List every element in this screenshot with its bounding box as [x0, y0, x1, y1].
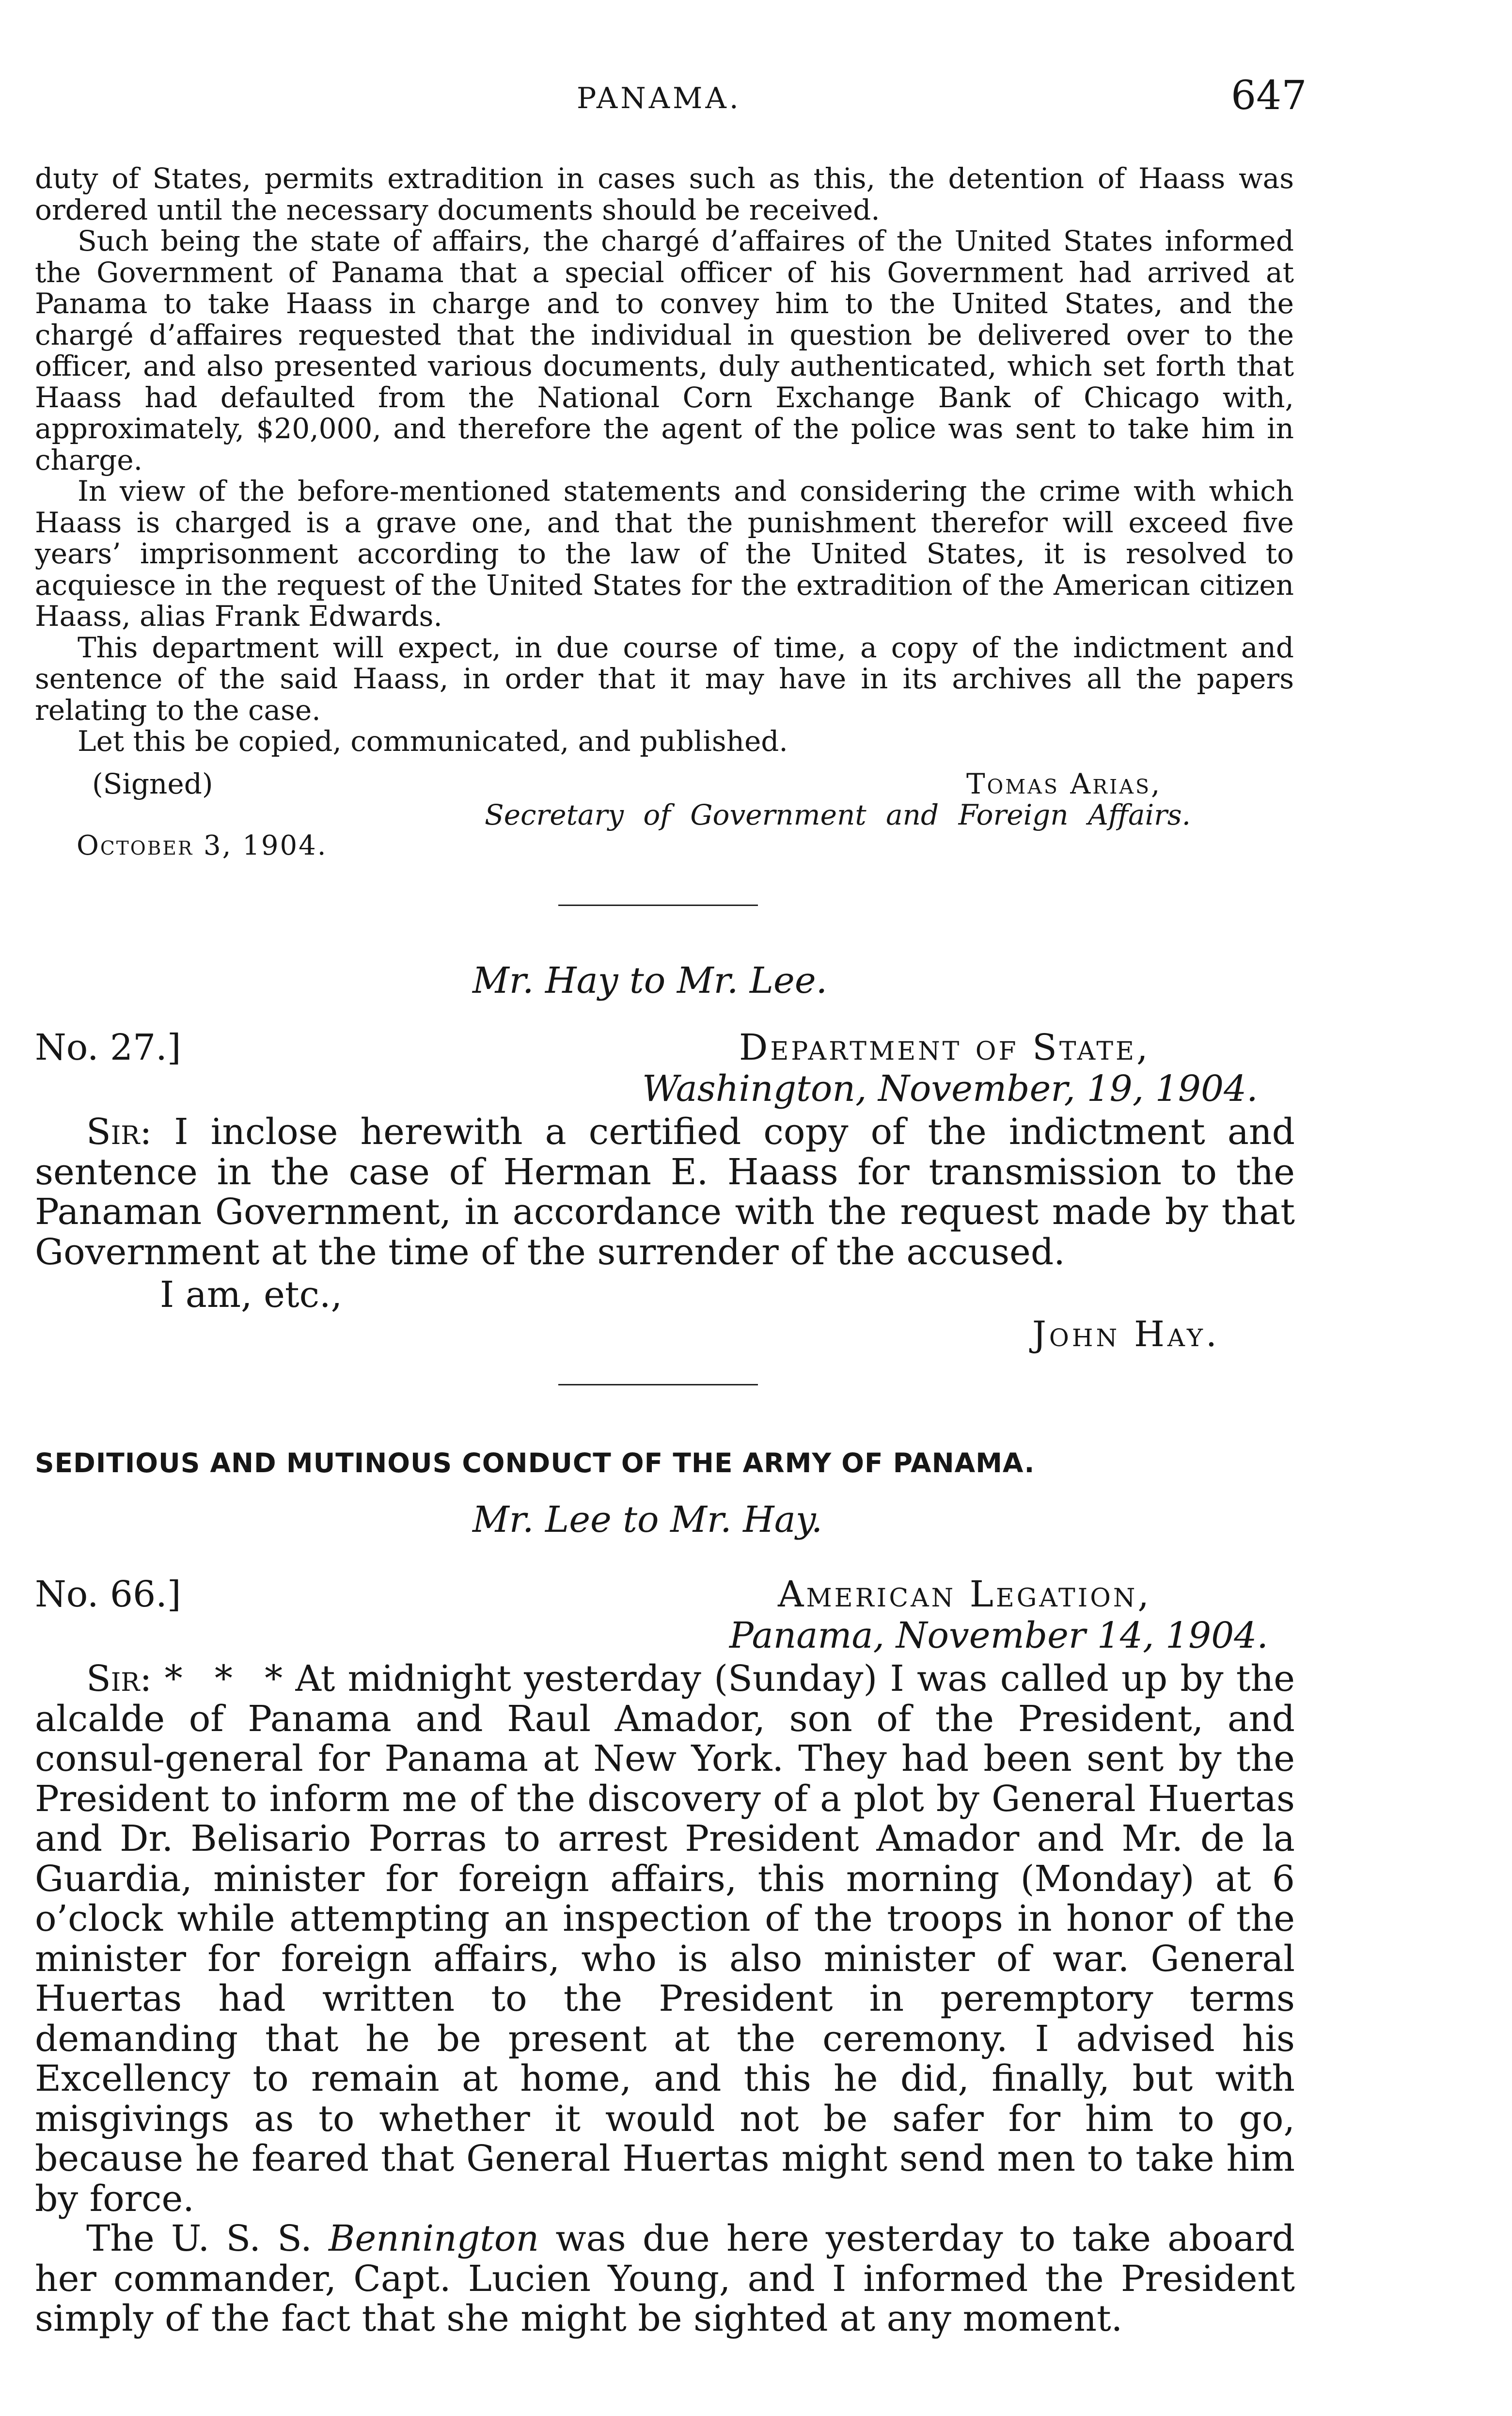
ship-name: Bennington — [328, 2218, 539, 2259]
sender-address: American Legation, — [778, 1574, 1151, 1615]
letter-heading: Mr. Hay to Mr. Lee. — [472, 960, 828, 1001]
decree-paragraph: Let this be copied, communicated, and published. — [78, 725, 788, 758]
despatch-number: No. 66.] — [35, 1574, 181, 1615]
decree-paragraph: In view of the before-mentioned statements and considering the crime with which Haass is charged is a grave one, and that the punishment therefor will exceed five years’ imprisonment according to the law of the United States, it is resolved to acquiesce in the request of the United States for the extradition of the American citizen Haass, alias Frank Edwards. — [35, 475, 1294, 633]
letter-body — [35, 1112, 1295, 1272]
decree-paragraph: Such being the state of affairs, the chargé d’affaires of the United States informed the Government of Panama that a special officer of his Government had arrived at Panama to take Haass in charge and to convey him to the United States, and the chargé d’affaires requested that the individual in question be delivered over to the officer, and also presented various documents, duly authenticated, which set forth that Haass had defaulted from the National Corn Exchange Bank of Chicago with, approximately, $20,000, and therefore the agent of the police was sent to take him in charge. — [35, 224, 1294, 477]
signed-label: (Signed) — [92, 767, 213, 800]
salutation: Sir: — [86, 1111, 152, 1153]
letter-paragraph-text: I inclose herewith a certified copy of the indictment and sentence in the case of Herman E. Haass for transmission to the Panaman Government, in accordance with the request made by that Government at the time of the surrender of the accused. — [35, 1111, 1295, 1273]
letter-paragraph — [35, 1659, 1295, 2219]
letter-paragraph — [35, 2219, 1295, 2339]
closing: I am, etc., — [160, 1274, 343, 1316]
decree-text — [35, 163, 1294, 757]
sender-address: Department of State, — [739, 1027, 1150, 1068]
section-divider — [558, 1384, 758, 1385]
letter-paragraph-text: The U. S. S. — [86, 2218, 312, 2259]
letter-heading: Mr. Lee to Mr. Hay. — [472, 1499, 823, 1541]
sender-place-date: Washington, November, 19, 1904. — [642, 1068, 1258, 1110]
document-date — [77, 830, 328, 861]
signer-title: Secretary of Government and Foreign Affairs. — [485, 798, 1191, 831]
sender-place-date: Panama, November 14, 1904. — [729, 1615, 1268, 1656]
signer-name — [966, 767, 1162, 800]
letter-paragraph-text: At midnight yesterday (Sunday) I was called up by the alcalde of Panama and Raul Amador, son of the President, and consul-general for Panama at New York. They had been sent by the President to inform me of the discovery of a plot by General Huertas and Dr. Belisario Porras to arrest President Amador and Mr. de la Guardia, minister for foreign affairs, this morning (Monday) at 6 o’clock while attempting an inspection of the troops in honor of the minister for foreign affairs, who is also minister of war. General Huertas had written to the President in peremptory terms demanding that he be present at the ceremony. I advised his Excellency to remain at home, and this he did, finally, but with misgivings as to whether it would not be safer for him to go, because he feared that General Huertas might send men to take him by force. — [35, 1658, 1295, 2220]
letter-paragraph — [35, 1112, 1295, 1272]
section-divider — [558, 905, 758, 906]
signer-name-text: Tomas Arias, — [966, 767, 1162, 800]
ellipsis: * * * — [164, 1658, 283, 1700]
letter-paragraph-text: was due here yesterday to take aboard her commander, Capt. Lucien Young, and I informed the President simply of the fact that she might be sighted at any moment. — [35, 2218, 1295, 2339]
decree-paragraph: duty of States, permits extradition in cases such as this, the detention of Haass was ordered until the necessary documents should be received. — [35, 162, 1294, 226]
running-head: PANAMA. — [577, 81, 741, 115]
page-number: 647 — [1231, 73, 1307, 119]
document-date-text: October 3, 1904. — [77, 830, 328, 861]
decree-paragraph: This department will expect, in due course of time, a copy of the indictment and sentence of the said Haass, in order that it may have in its archives all the papers relating to the case. — [35, 631, 1294, 727]
signature: John Hay. — [1032, 1314, 1220, 1354]
letter-body — [35, 1659, 1295, 2339]
section-title: SEDITIOUS AND MUTINOUS CONDUCT OF THE ARMY OF PANAMA. — [35, 1447, 1035, 1478]
salutation: Sir: — [86, 1658, 152, 1700]
despatch-number: No. 27.] — [35, 1027, 181, 1068]
